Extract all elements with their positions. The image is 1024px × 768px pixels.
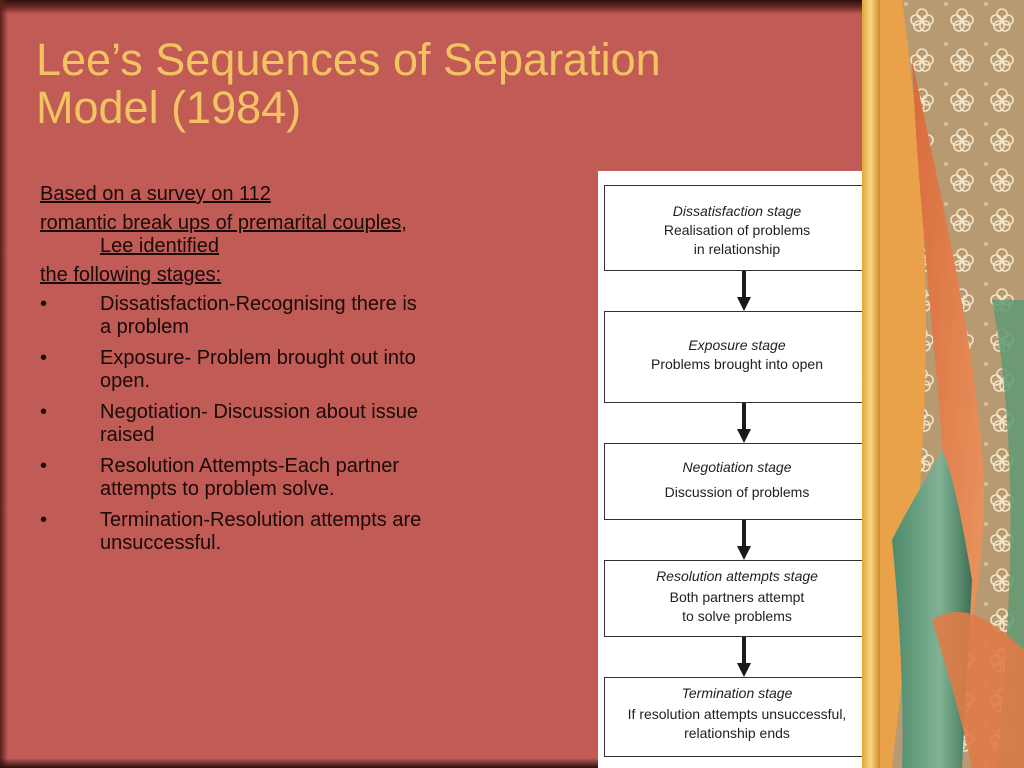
down-arrow-icon [737,271,751,311]
stage-bullet-list [40,293,430,555]
bullet-text: Dissatisfaction-Recognising there is a problem [100,293,417,338]
bullet-marker: • [40,509,48,531]
bullet-item [40,455,430,501]
stage-box-dissatisfaction [604,185,870,271]
stage-desc: Realisation of problems [663,222,811,238]
left-shade [0,0,8,768]
stage-name: Dissatisfaction stage [672,203,802,219]
decorative-border [862,0,1024,768]
bullet-item [40,509,430,555]
bullet-text: Exposure- Problem brought out into open. [100,347,416,392]
down-arrow-icon [737,637,751,677]
stage-name: Resolution attempts stage [656,568,818,584]
stage-desc: to solve problems [682,608,792,624]
top-shade [0,0,880,14]
bullet-marker: • [40,293,48,315]
intro-line-2: romantic break ups of premarital couples, Lee identified [40,212,407,257]
flowchart-panel [598,171,888,768]
bullet-text: Negotiation- Discussion about issue raised [100,401,418,446]
bullet-text: Termination-Resolution attempts are unsuccessful. [100,509,422,554]
stage-desc: Discussion of problems [664,484,810,500]
stage-name: Negotiation stage [682,459,792,475]
body-text [40,183,430,563]
bullet-item [40,293,430,339]
stage-desc: Both partners attempt [669,589,805,605]
stage-box-termination [604,677,870,757]
stage-box-exposure [604,311,870,403]
bullet-text: Resolution Attempts-Each partner attempts to problem solve. [100,455,400,500]
bullet-item [40,347,430,393]
stage-desc: in relationship [693,241,781,257]
intro-line-3: the following stages: [40,264,222,286]
bullet-marker: • [40,455,48,477]
stage-box-resolution-attempts [604,560,870,637]
stage-name: Exposure stage [688,337,786,353]
stage-name: Termination stage [681,685,793,701]
stage-desc: relationship ends [684,725,790,741]
title-line-1: Lee’s Sequences of Separation [36,34,661,85]
bullet-marker: • [40,401,48,423]
stage-desc: If resolution attempts unsuccessful, [627,706,847,722]
slide-title [36,36,856,132]
down-arrow-icon [737,520,751,560]
down-arrow-icon [737,403,751,443]
title-line-2: Model (1984) [36,82,302,133]
bullet-marker: • [40,347,48,369]
stage-desc: Problems brought into open [651,356,823,372]
intro-line-1: Based on a survey on 112 [40,183,271,205]
bullet-item [40,401,430,447]
stage-box-negotiation [604,443,870,520]
